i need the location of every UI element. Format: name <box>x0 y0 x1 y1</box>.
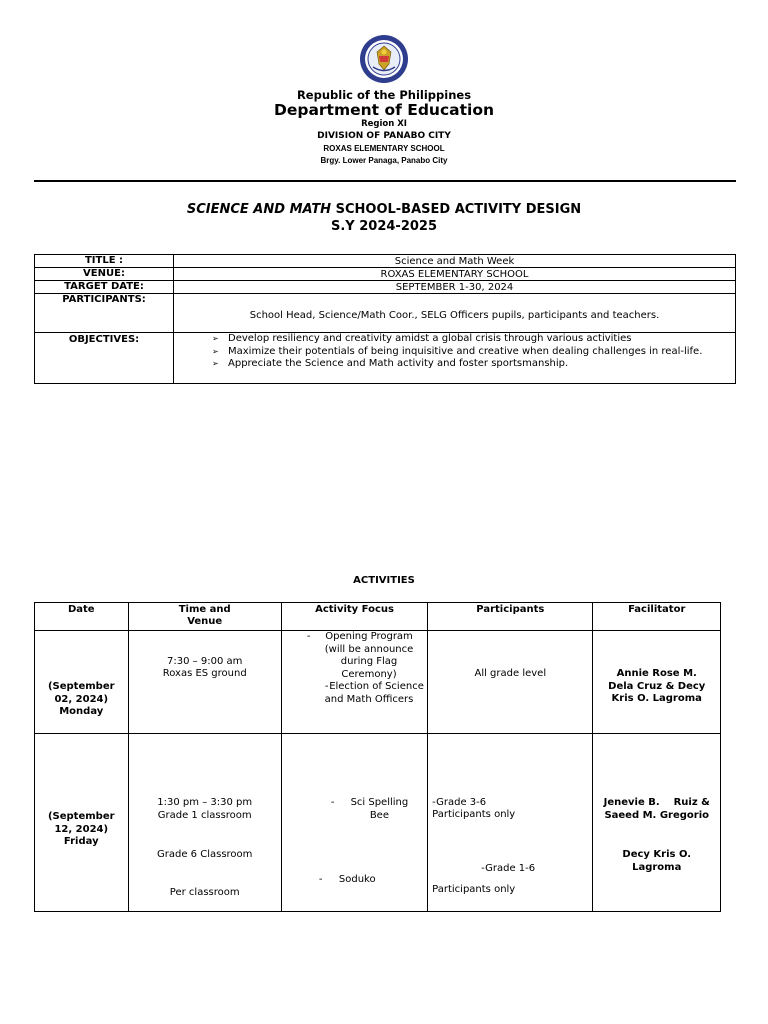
target-date-label: TARGET DATE: <box>35 281 174 294</box>
republic-line: Republic of the Philippines <box>296 88 472 102</box>
objective-item <box>212 358 729 371</box>
row2-participants-cell <box>428 734 593 912</box>
row1-focus-1: Opening Program (will be announce during Flag Ceremony) <box>324 631 414 680</box>
col-facilitator: Facilitator <box>593 603 721 631</box>
row2-time-cell <box>128 734 281 912</box>
row2-participants-2: Participants only <box>432 809 516 820</box>
objective-text: Develop resiliency and creativity amidst a global crisis through various activities <box>228 333 632 344</box>
activity-info-table <box>34 254 736 384</box>
participants-label: PARTICIPANTS: <box>35 294 174 333</box>
arrow-bullet-icon: ➢ <box>212 334 219 343</box>
row1-date: (September 02, 2024) Monday <box>47 681 115 717</box>
col-date: Date <box>35 603 129 631</box>
division-line: DIVISION OF PANABO CITY <box>317 131 451 141</box>
row2-focus-2: Soduko <box>338 874 376 885</box>
arrow-bullet-icon: ➢ <box>212 346 219 356</box>
document-title-italic: SCIENCE AND MATH <box>186 202 332 217</box>
activity-row <box>35 631 721 734</box>
row1-venue: Roxas ES ground <box>162 668 247 679</box>
info-row-participants <box>35 294 736 333</box>
address-line: Brgy. Lower Panaga, Panabo City <box>320 156 448 165</box>
objective-item <box>212 345 729 359</box>
venue-label: VENUE: <box>35 268 174 281</box>
row2-participants-4: Participants only <box>432 884 516 895</box>
activity-row <box>35 734 721 912</box>
row1-participants-cell <box>428 631 593 734</box>
info-row-date <box>35 281 736 294</box>
row2-time: 1:30 pm – 3:30 pm <box>157 797 253 808</box>
col-time-venue <box>128 603 281 631</box>
school-line: ROXAS ELEMENTARY SCHOOL <box>323 144 445 153</box>
objective-item <box>212 333 729 346</box>
row2-venue-3: Per classroom <box>169 887 240 898</box>
row2-facilitator-1: Jenevie B. Ruiz & Saeed M. Gregorio <box>603 797 714 821</box>
row1-date-cell <box>35 631 129 734</box>
row2-date-cell <box>35 734 129 912</box>
arrow-bullet-icon: ➢ <box>212 359 219 368</box>
document-title-rest: SCHOOL-BASED ACTIVITY DESIGN <box>331 202 582 217</box>
row2-venue-2: Grade 6 Classroom <box>157 849 253 860</box>
document-title <box>0 202 768 217</box>
title-value: Science and Math Week <box>174 255 736 268</box>
dash-bullet: - <box>306 631 311 642</box>
region-line: Region XI <box>361 119 407 129</box>
activities-header-row <box>35 603 721 631</box>
objectives-list <box>174 333 735 371</box>
row2-date: (September 12, 2024) Friday <box>47 811 115 847</box>
row1-time-cell <box>128 631 281 734</box>
row2-focus-1: Sci Spelling Bee <box>350 797 409 821</box>
dash-bullet: - <box>330 797 335 808</box>
venue-value: ROXAS ELEMENTARY SCHOOL <box>174 268 736 281</box>
row1-time: 7:30 – 9:00 am <box>167 656 243 667</box>
header-divider <box>34 180 736 182</box>
row1-focus-2: Election of Science and Math Officers <box>324 681 424 705</box>
info-row-venue <box>35 268 736 281</box>
deped-seal-logo <box>359 34 409 84</box>
row1-facilitator-cell <box>593 631 721 734</box>
participants-value: School Head, Science/Math Coor., SELG Officers pupils, participants and teachers. <box>174 294 736 333</box>
info-row-objectives <box>35 333 736 384</box>
row2-facilitator-cell <box>593 734 721 912</box>
objective-text: Appreciate the Science and Math activity and foster sportsmanship. <box>228 358 569 369</box>
department-name: Department of Education <box>273 101 495 119</box>
dash-bullet: - <box>324 681 329 692</box>
row1-facilitator: Annie Rose M. Dela Cruz & Decy Kris O. Lagroma <box>608 668 706 704</box>
objective-text: Maximize their potentials of being inquisitive and creative when dealing challenges in real-life. <box>228 345 703 357</box>
objectives-label: OBJECTIVES: <box>35 333 174 384</box>
row2-participants-1: -Grade 3-6 <box>432 797 487 808</box>
col-time-venue-label: Time and Venue <box>178 604 231 627</box>
row2-focus-cell <box>281 734 427 912</box>
row1-focus-cell <box>281 631 427 734</box>
school-year: S.Y 2024-2025 <box>331 219 437 234</box>
col-activity-focus: Activity Focus <box>281 603 427 631</box>
row2-participants-3: -Grade 1-6 <box>481 863 536 874</box>
dash-bullet: - <box>318 874 323 885</box>
objectives-cell <box>174 333 736 384</box>
col-participants: Participants <box>428 603 593 631</box>
activities-heading: ACTIVITIES <box>353 575 415 586</box>
target-date-value: SEPTEMBER 1-30, 2024 <box>174 281 736 294</box>
row1-participants: All grade level <box>474 668 547 679</box>
row2-facilitator-2: Decy Kris O. Lagroma <box>622 849 692 873</box>
title-label: TITLE : <box>35 255 174 268</box>
activities-table <box>34 602 721 912</box>
info-row-title <box>35 255 736 268</box>
row2-venue-1: Grade 1 classroom <box>157 810 252 821</box>
